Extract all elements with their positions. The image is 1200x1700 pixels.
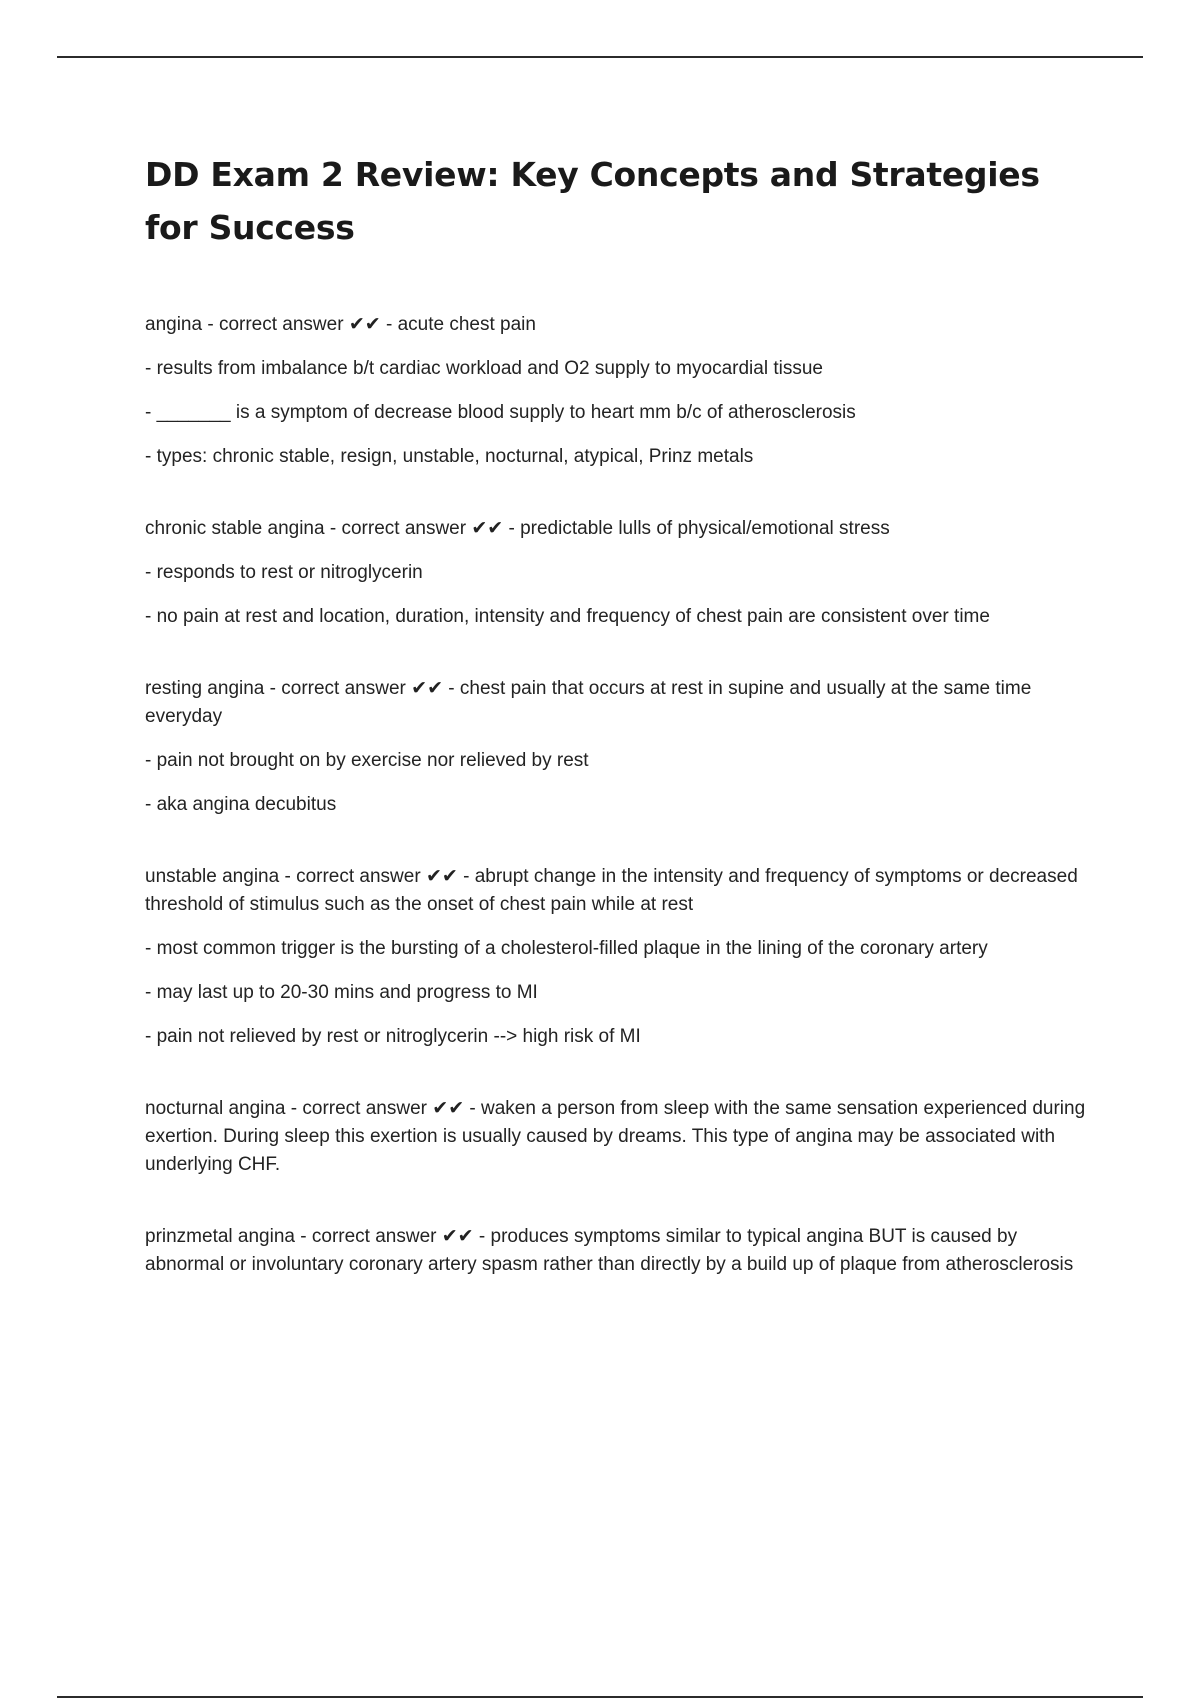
card-main-line: unstable angina - correct answer ✔✔ - abrupt change in the intensity and frequency of symptoms or decreased threshold of stimulus such as the onset of chest pain while at rest: [145, 866, 1078, 915]
double-check-icon: ✔✔: [441, 1226, 474, 1247]
card-definition: produces symptoms similar to typical angina BUT is caused by abnormal or involuntary coronary artery spasm rather than directly by a build up of plaque from atherosclerosis: [145, 1226, 1074, 1275]
flashcard-nocturnal-angina: [145, 1095, 1095, 1179]
flashcard-resting-angina: [145, 675, 1095, 819]
card-term: prinzmetal angina: [145, 1226, 295, 1247]
card-term: nocturnal angina: [145, 1098, 286, 1119]
bottom-divider: [57, 1696, 1143, 1698]
flashcard-angina: [145, 311, 1095, 471]
card-answer-label: correct answer: [296, 866, 421, 887]
flashcard-prinzmetal-angina: [145, 1223, 1095, 1279]
card-answer-label: correct answer: [341, 518, 467, 539]
card-detail-line: - types: chronic stable, resign, unstable, nocturnal, atypical, Prinz metals: [145, 446, 754, 467]
card-main-line: chronic stable angina - correct answer ✔✔ - predictable lulls of physical/emotional stress: [145, 518, 890, 539]
document-body: [145, 148, 1095, 1323]
top-divider: [57, 56, 1143, 58]
double-check-icon: ✔✔: [432, 1098, 465, 1119]
card-main-line: prinzmetal angina - correct answer ✔✔ - produces symptoms similar to typical angina BUT is caused by abnormal or involuntary coronary artery spasm rather than directly by a build up of plaque from atherosclerosis: [145, 1226, 1074, 1275]
card-detail-line: - _______ is a symptom of decrease blood supply to heart mm b/c of atherosclerosis: [145, 402, 856, 423]
card-definition: abrupt change in the intensity and frequency of symptoms or decreased threshold of stimulus such as the onset of chest pain while at rest: [145, 866, 1078, 915]
card-detail-line: - pain not brought on by exercise nor relieved by rest: [145, 750, 589, 771]
card-definition: chest pain that occurs at rest in supine and usually at the same time everyday: [145, 678, 1032, 727]
card-main-line: angina - correct answer ✔✔ - acute chest pain: [145, 314, 536, 335]
card-detail-line: - responds to rest or nitroglycerin: [145, 562, 423, 583]
card-definition: predictable lulls of physical/emotional stress: [520, 518, 890, 539]
card-answer-label: correct answer: [281, 678, 406, 699]
card-answer-label: correct answer: [311, 1226, 437, 1247]
flashcard-chronic-stable-angina: [145, 515, 1095, 631]
card-term: resting angina: [145, 678, 265, 699]
card-detail-line: - pain not relieved by rest or nitroglycerin --> high risk of MI: [145, 1026, 641, 1047]
card-definition: waken a person from sleep with the same sensation experienced during exertion. During sleep this exertion is usually caused by dreams. This type of angina may be associated with underlying CHF.: [145, 1098, 1086, 1175]
double-check-icon: ✔✔: [411, 678, 443, 699]
card-answer-label: correct answer: [218, 314, 344, 335]
card-term: chronic stable angina: [145, 518, 325, 539]
card-main-line: nocturnal angina - correct answer ✔✔ - waken a person from sleep with the same sensation experienced during exertion. During sleep this exertion is usually caused by dreams. This type of angina may be associated with underlying CHF.: [145, 1098, 1086, 1175]
card-answer-label: correct answer: [302, 1098, 427, 1119]
card-detail-line: - most common trigger is the bursting of a cholesterol-filled plaque in the lining of the coronary artery: [145, 938, 988, 959]
card-main-line: resting angina - correct answer ✔✔ - chest pain that occurs at rest in supine and usually at the same time everyday: [145, 678, 1032, 727]
card-definition: acute chest pain: [397, 314, 536, 335]
card-detail-line: - no pain at rest and location, duration, intensity and frequency of chest pain are consistent over time: [145, 606, 990, 627]
card-detail-line: - results from imbalance b/t cardiac workload and O2 supply to myocardial tissue: [145, 358, 823, 379]
double-check-icon: ✔✔: [471, 518, 504, 539]
card-detail-line: - aka angina decubitus: [145, 794, 337, 815]
double-check-icon: ✔✔: [348, 314, 381, 335]
document-title: DD Exam 2 Review: Key Concepts and Strategies for Success: [145, 155, 1040, 247]
card-term: angina: [145, 314, 203, 335]
double-check-icon: ✔✔: [425, 866, 458, 887]
card-detail-line: - may last up to 20-30 mins and progress to MI: [145, 982, 538, 1003]
card-term: unstable angina: [145, 866, 280, 887]
flashcard-unstable-angina: [145, 863, 1095, 1051]
